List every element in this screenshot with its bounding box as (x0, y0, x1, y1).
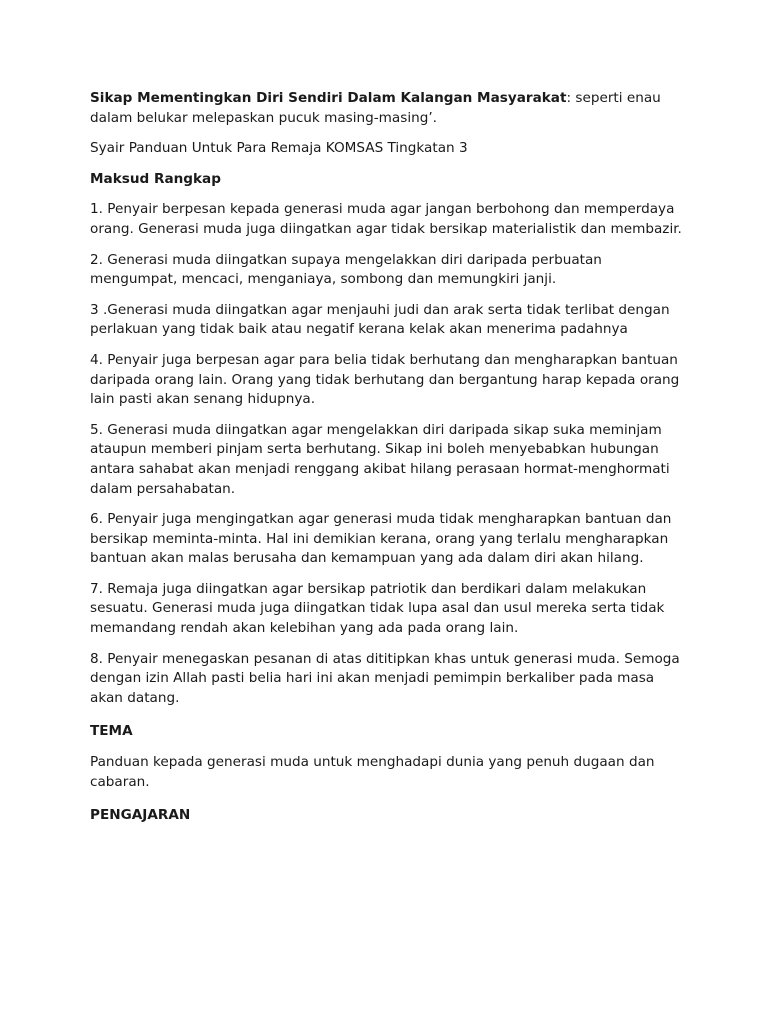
maksud-item-4: 4. Penyair juga berpesan agar para belia tidak berhutang dan mengharapkan bantuan daripada orang lain. Orang yang tidak berhutang dan bergantung harap kepada orang lain pasti akan senang hidupnya. (90, 351, 680, 408)
maksud-item-2: 2. Generasi muda diingatkan supaya mengelakkan diri daripada perbuatan mengumpat, mencaci, menganiaya, sombong dan memungkiri janji. (90, 251, 602, 288)
tema-heading: TEMA (90, 723, 133, 740)
intro-title: Sikap Mementingkan Diri Sendiri Dalam Kalangan Masyarakat (90, 90, 567, 106)
intro-peribahasa: : seperti enau dalam belukar melepaskan pucuk masing-masing’. (90, 90, 661, 126)
maksud-item-7: 7. Remaja juga diingatkan agar bersikap patriotik dan berdikari dalam melakukan sesuatu. Generasi muda juga diingatkan tidak lupa asal dan usul mereka serta tidak memandang rendah akan kelebihan yang ada pada orang lain. (90, 580, 665, 637)
document-body (90, 89, 690, 837)
document-subtitle: Syair Panduan Untuk Para Remaja KOMSAS Tingkatan 3 (90, 140, 468, 157)
maksud-item-3: 3 .Generasi muda diingatkan agar menjauhi judi dan arak serta tidak terlibat dengan perlakuan yang tidak baik atau negatif kerana kelak akan menerima padahnya (90, 301, 670, 338)
maksud-item-1: 1. Penyair berpesan kepada generasi muda agar jangan berbohong dan memperdaya orang. Generasi muda juga diingatkan agar tidak bersikap materialistik dan membazir. (90, 201, 682, 237)
maksud-rangkap-heading: Maksud Rangkap (90, 170, 221, 187)
maksud-item-8: 8. Penyair menegaskan pesanan di atas dititipkan khas untuk generasi muda. Semoga dengan izin Allah pasti belia hari ini akan menjadi pemimpin berkaliber pada masa akan datang. (90, 650, 680, 706)
maksud-item-6: 6. Penyair juga mengingatkan agar generasi muda tidak mengharapkan bantuan dan bersikap meminta-minta. Hal ini demikian kerana, orang yang terlalu mengharapkan bantuan akan malas berusaha dan kemampuan yang ada dalam diri akan hilang. (90, 511, 672, 567)
maksud-item-5: 5. Generasi muda diingatkan agar mengelakkan diri daripada sikap suka meminjam ataupun memberi pinjam serta berhutang. Sikap ini boleh menyebabkan hubungan antara sahabat akan menjadi renggang akibat hilang perasaan hormat-menghormati dalam persahabatan. (90, 421, 670, 497)
tema-text: Panduan kepada generasi muda untuk menghadapi dunia yang penuh dugaan dan cabaran. (90, 754, 655, 790)
intro-paragraph (90, 89, 690, 128)
pengajaran-heading: PENGAJARAN (90, 807, 191, 824)
